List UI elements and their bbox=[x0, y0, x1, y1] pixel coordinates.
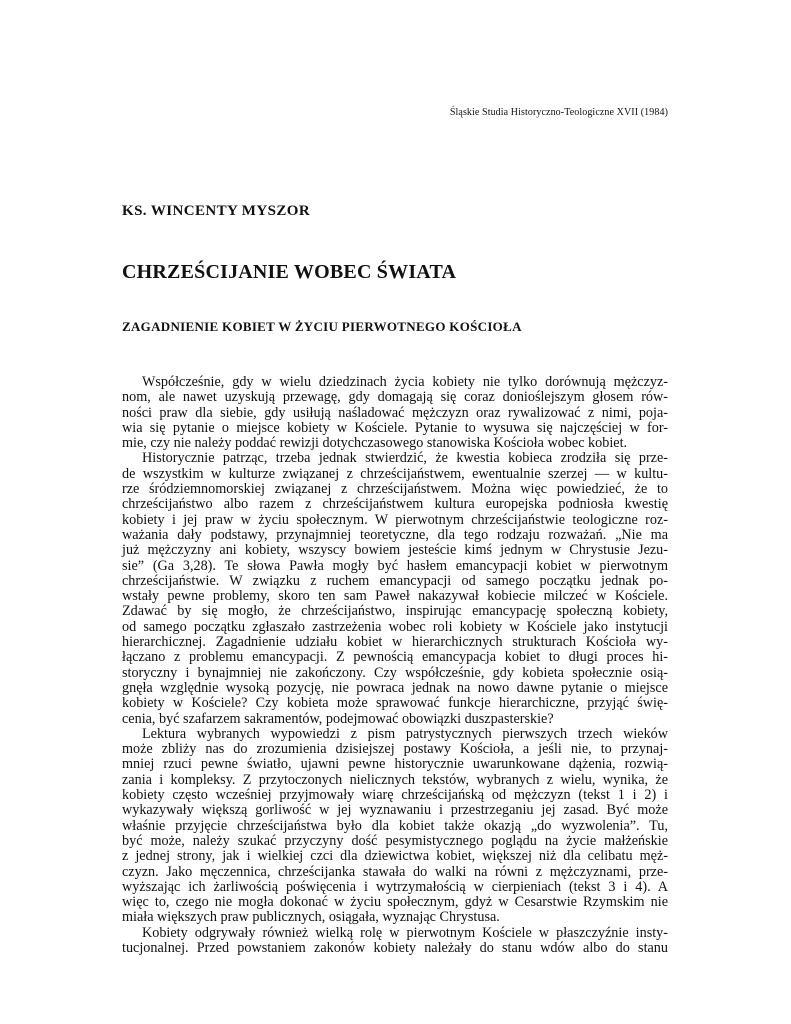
text-line: mniej rzuci pewne światło, ujawni pewne historycznie uwarunkowane dążenia, rozwią- bbox=[122, 756, 668, 773]
text-line: gnęła względnie wysoką pozycję, nie powraca jednak na nowo dawne pytanie o miejsce bbox=[122, 679, 668, 696]
text-line: de wszystkim w kulturze związanej z chrześcijaństwem, ewentualnie szerzej — w kultu- bbox=[122, 465, 668, 482]
text-line: Zdawać by się mogło, że chrześcijaństwo, inspirując emancypację społeczną kobiety, bbox=[122, 603, 668, 620]
text-line: kobiety często wcześniej przyjmowały wiarę chrześcijańską od mężczyzn (tekst 1 i 2) i bbox=[122, 787, 668, 804]
text-line: od samego początku zgłaszało zastrzeżenia wobec roli kobiety w Kościele jako instytucji bbox=[122, 618, 668, 635]
body-text bbox=[122, 375, 668, 956]
text-line: łączano z problemu emancypacji. Z pewnością emancypacja kobiet to długi proces hi- bbox=[122, 649, 668, 666]
text-line: ważania dały podstawy, przynajmniej teoretyczne, dla tego rodzaju rozważań. „Nie ma bbox=[122, 526, 668, 543]
text-line: tucjonalnej. Przed powstaniem zakonów kobiety należały do stanu wdów albo do stanu bbox=[122, 939, 668, 956]
text-line: Lektura wybranych wypowiedzi z pism patrystycznych pierwszych trzech wieków bbox=[142, 725, 668, 742]
text-line: nom, ale nawet uzyskują przewagę, gdy domagają się coraz donioślejszym głosem rów- bbox=[122, 389, 668, 406]
author-name: KS. WINCENTY MYSZOR bbox=[122, 203, 311, 219]
text-line: być może, należy szukać przyczyny dość pesymistycznego poglądu na życie małżeńskie bbox=[122, 832, 668, 849]
text-line: sie” (Ga 3,28). Te słowa Pawła mogły być hasłem emancypacji kobiet w pierwotnym bbox=[122, 557, 668, 574]
text-line: już mężczyzny ani kobiety, wszyscy bowiem jesteście kimś jednym w Chrystusie Jezu- bbox=[122, 542, 668, 559]
text-line: kobiety w Kościele? Czy kobieta może sprawować funkcje hierarchiczne, przyjąć świę- bbox=[122, 695, 668, 712]
text-line: wyższając ich żarliwością poświęcenia i wytrzymałością w cierpieniach (tekst 3 i 4). A bbox=[122, 878, 668, 895]
text-line: kobiety i jej praw w życiu społecznym. W pierwotnym chrześcijaństwie teologiczne roz- bbox=[122, 511, 668, 528]
text-line: rze śródziemnomorskiej związanej z chrześcijaństwem. Można więc powiedzieć, że to bbox=[122, 481, 668, 498]
text-line: więc to, czego nie mogła dokonać w życiu społecznym, gdyż w Cesarstwie Rzymskim nie bbox=[122, 894, 668, 911]
text-line: Historycznie patrząc, trzeba jednak stwierdzić, że kwestia kobieca zrodziła się prze- bbox=[142, 450, 668, 467]
text-line: mie, czy nie należy poddać rewizji dotychczasowego stanowiska Kościoła wobec kobiet. bbox=[122, 435, 628, 452]
text-line: chrześcijaństwo albo razem z chrześcijaństwem kultura europejska podniosła kwestię bbox=[122, 496, 668, 513]
text-line: wykazywały większą gorliwość w jej wyznawaniu i przestrzeganiu jej zasad. Być może bbox=[122, 802, 668, 819]
text-line: może zbliży nas do zrozumienia dzisiejszej postawy Kościoła, a jeśli nie, to przynaj- bbox=[122, 741, 668, 758]
article-title: CHRZEŚCIJANIE WOBEC ŚWIATA bbox=[122, 261, 457, 283]
text-line: miała większych praw publicznych, osiągała, wyznając Chrystusa. bbox=[122, 909, 500, 926]
text-line: Kobiety odgrywały również wielką rolę w pierwotnym Kościele w płaszczyźnie insty- bbox=[142, 924, 668, 941]
text-line: czyzn. Jako męczennica, chrześcijanka stawała do walki na równi z mężczyznami, prze- bbox=[122, 863, 668, 880]
text-line: z jednej strony, jak i wielkiej czci dla dziewictwa kobiet, większej niż dla celibatu męż- bbox=[122, 848, 668, 865]
text-line: Współcześnie, gdy w wielu dziedzinach życia kobiety nie tylko dorównują mężczyz- bbox=[142, 374, 668, 390]
text-line: ności praw dla siebie, gdy usiłują naśladować mężczyzn oraz rywalizować z nimi, poja- bbox=[122, 404, 668, 421]
running-head: Śląskie Studia Historyczno-Teologiczne XVII (1984) bbox=[449, 107, 668, 118]
text-line: zania i kompleksy. Z przytoczonych nielicznych tekstów, wybranych z wielu, wynika, że bbox=[122, 771, 668, 788]
text-line: wia się pytanie o miejsce kobiety w Kościele. Pytanie to wysuwa się najczęściej w for- bbox=[122, 419, 668, 436]
text-line: hierarchicznej. Zagadnienie udziału kobiet w hierarchicznych strukturach Kościoła wy- bbox=[122, 634, 668, 651]
text-line: cenia, być szafarzem sakramentów, podejmować obowiązki duszpasterskie? bbox=[122, 710, 554, 727]
article-subtitle: ZAGADNIENIE KOBIET W ŻYCIU PIERWOTNEGO KOŚCIOŁA bbox=[122, 319, 522, 334]
text-line: właśnie przyjęcie chrześcijaństwa było dla kobiet także okazją „do wyzwolenia”. Tu, bbox=[122, 817, 668, 834]
text-line: wstały pewne problemy, skoro ten sam Paweł nakazywał kobiecie milczeć w Kościele. bbox=[122, 588, 668, 605]
text-line: chrześcijaństwie. W związku z ruchem emancypacji od samego początku jednak po- bbox=[122, 572, 668, 589]
text-line: storyczny i bynajmniej nie zakończony. Czy współcześnie, gdy kobieta społecznie osią- bbox=[122, 664, 668, 681]
